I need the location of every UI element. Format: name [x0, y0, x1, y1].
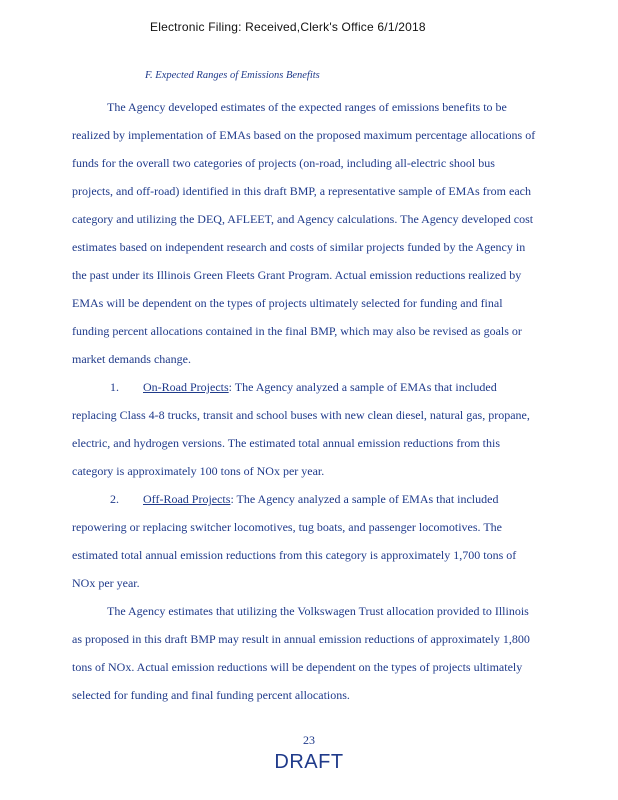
paragraph-line: electric, and hydrogen versions. The estimated total annual emission reductions from this [72, 436, 501, 450]
paragraph-line: replacing Class 4-8 trucks, transit and school buses with new clean diesel, natural gas, propane, [72, 408, 530, 422]
list-number: 1. [110, 380, 119, 394]
page-number: 23 [303, 733, 315, 747]
list-number: 2. [110, 492, 119, 506]
list-item-heading [143, 380, 497, 394]
list-item-title: Off-Road Projects [143, 492, 231, 506]
paragraph-line: selected for funding and final funding percent allocations. [72, 688, 350, 702]
list-item-lead: : The Agency analyzed a sample of EMAs that included [228, 380, 497, 394]
paragraph-line: estimated total annual emission reductions from this category is approximately 1,700 tons of [72, 548, 517, 562]
paragraph-line: The Agency estimates that utilizing the Volkswagen Trust allocation provided to Illinois [107, 604, 529, 618]
paragraph-line: EMAs will be dependent on the types of projects ultimately selected for funding and final [72, 296, 503, 310]
paragraph-line: market demands change. [72, 352, 191, 366]
paragraph-line: tons of NOx. Actual emission reductions will be dependent on the types of projects ultimately [72, 660, 523, 674]
paragraph-line: category is approximately 100 tons of NOx per year. [72, 464, 325, 478]
paragraph-line: The Agency developed estimates of the expected ranges of emissions benefits to be [107, 100, 507, 114]
section-heading: F. Expected Ranges of Emissions Benefits [145, 70, 320, 81]
list-item-title: On-Road Projects [143, 380, 229, 394]
paragraph-line: NOx per year. [72, 576, 140, 590]
paragraph-line: funds for the overall two categories of projects (on-road, including all-electric shool bus [72, 156, 495, 170]
paragraph-line: funding percent allocations contained in the final BMP, which may also be revised as goals or [72, 324, 522, 338]
list-item-lead: : The Agency analyzed a sample of EMAs that included [230, 492, 499, 506]
paragraph-line: category and utilizing the DEQ, AFLEET, and Agency calculations. The Agency developed cost [72, 212, 534, 226]
paragraph-line: as proposed in this draft BMP may result in annual emission reductions of approximately 1,800 [72, 632, 530, 646]
draft-watermark: DRAFT [274, 751, 344, 773]
list-item-heading [143, 492, 498, 506]
paragraph-line: estimates based on independent research and costs of similar projects funded by the Agency in [72, 240, 526, 254]
paragraph-line: projects, and off-road) identified in this draft BMP, a representative sample of EMAs from each [72, 184, 531, 198]
paragraph-line: realized by implementation of EMAs based on the proposed maximum percentage allocations of [72, 128, 536, 142]
filing-stamp: Electronic Filing: Received,Clerk's Office 6/1/2018 [150, 20, 426, 34]
paragraph-line: the past under its Illinois Green Fleets Grant Program. Actual emission reductions realized by [72, 268, 522, 282]
paragraph-line: repowering or replacing switcher locomotives, tug boats, and passenger locomotives. The [72, 520, 502, 534]
